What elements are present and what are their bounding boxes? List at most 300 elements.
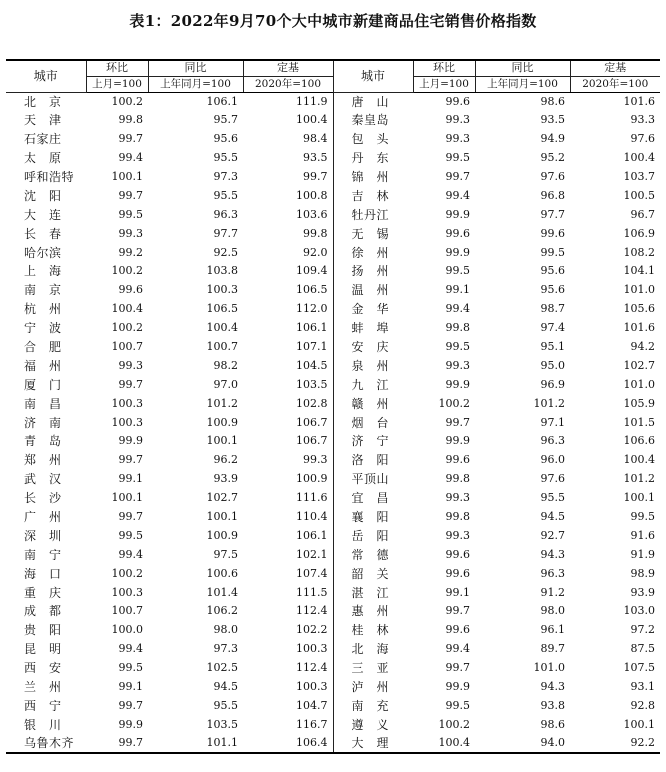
yoy-value: 97.3: [213, 642, 238, 656]
table-row: [6, 262, 660, 281]
yoy-value: 97.6: [540, 170, 565, 183]
table-body: [6, 92, 660, 753]
mom-value: 99.4: [118, 547, 143, 561]
mom-value: 99.7: [118, 132, 143, 146]
mom-value: 99.5: [118, 661, 143, 675]
mom-column-header: 环比: [86, 60, 148, 76]
yoy-value: 100.4: [206, 321, 238, 335]
city-name: 杭 州: [24, 302, 62, 317]
mom-value: 99.1: [118, 680, 143, 694]
table-row: [6, 508, 660, 527]
city-name: 北 海: [333, 640, 413, 659]
fixed-value: 93.3: [630, 113, 655, 127]
fixed-value: 93.5: [303, 151, 328, 165]
fixed-value: 92.8: [630, 698, 655, 712]
mom-value: 99.9: [445, 377, 470, 391]
yoy-value: 94.5: [213, 680, 238, 694]
yoy-value: 100.6: [206, 566, 238, 580]
yoy-value: 97.1: [540, 415, 565, 429]
city-name: 遵 义: [333, 715, 413, 734]
yoy-value: 102.7: [206, 491, 238, 505]
table-row: [6, 659, 660, 678]
mom-value: 99.6: [118, 283, 143, 297]
city-column-header: 城市: [6, 60, 86, 92]
fixed-value: 107.4: [296, 566, 328, 580]
city-name: 武 汉: [24, 472, 62, 487]
fixed-value: 103.7: [623, 170, 655, 183]
fixed-base-label: 2020年=100: [570, 76, 660, 92]
fixed-value: 92.0: [303, 245, 328, 259]
mom-column-header: 环比: [413, 60, 475, 76]
fixed-value: 100.5: [623, 188, 655, 202]
fixed-value: 99.8: [303, 226, 328, 240]
city-name: 上 海: [24, 264, 62, 279]
table-row: [6, 319, 660, 338]
yoy-value: 95.5: [213, 151, 238, 165]
mom-value: 99.3: [445, 132, 470, 146]
yoy-value: 102.5: [206, 661, 238, 675]
city-name: 大 理: [333, 734, 413, 753]
city-name: 长 沙: [24, 491, 62, 506]
fixed-value: 104.1: [623, 264, 655, 278]
city-name: 合 肥: [24, 340, 62, 355]
city-name: 大 连: [24, 207, 62, 222]
mom-value: 99.7: [445, 604, 470, 618]
fixed-value: 98.4: [303, 132, 328, 146]
yoy-value: 94.0: [475, 734, 570, 753]
yoy-value: 95.6: [540, 264, 565, 278]
city-name: 济 宁: [333, 432, 413, 451]
mom-value: 99.9: [118, 717, 143, 731]
yoy-value: 97.3: [213, 170, 238, 183]
fixed-value: 100.4: [623, 151, 655, 165]
mom-value: 99.6: [445, 94, 470, 108]
yoy-column-header: 同比: [475, 60, 570, 76]
mom-value: 100.3: [111, 585, 143, 599]
fixed-value: 97.2: [630, 623, 655, 637]
city-name: 太 原: [24, 151, 62, 166]
mom-base-label: 上月=100: [413, 76, 475, 92]
fixed-value: 102.8: [296, 396, 328, 410]
yoy-value: 101.0: [533, 661, 565, 675]
table-row: [6, 564, 660, 583]
mom-value: 99.5: [445, 264, 470, 278]
mom-value: 99.9: [118, 434, 143, 448]
yoy-value: 96.8: [540, 188, 565, 202]
fixed-value: 106.4: [243, 734, 333, 753]
table-row: [6, 300, 660, 319]
city-name: 吉 林: [333, 186, 413, 205]
city-name: 深 圳: [24, 528, 62, 543]
fixed-value: 112.4: [296, 604, 328, 618]
yoy-value: 98.0: [540, 604, 565, 618]
mom-value: 100.0: [111, 623, 143, 637]
city-name: 西 安: [24, 661, 62, 676]
city-name: 呼和浩特: [24, 170, 75, 184]
mom-base-label: 上月=100: [86, 76, 148, 92]
city-name: 广 州: [24, 510, 62, 525]
table-row: [6, 281, 660, 300]
yoy-value: 96.0: [540, 453, 565, 467]
city-name: 福 州: [24, 358, 62, 373]
fixed-value: 105.6: [623, 302, 655, 316]
table-row: [6, 678, 660, 697]
fixed-value: 109.4: [296, 264, 328, 278]
city-name: 海 口: [24, 566, 62, 581]
yoy-value: 95.5: [213, 698, 238, 712]
mom-value: 99.3: [445, 358, 470, 372]
fixed-value: 101.6: [623, 94, 655, 108]
mom-value: 100.4: [413, 734, 475, 753]
yoy-value: 103.8: [206, 264, 238, 278]
yoy-value: 96.1: [540, 623, 565, 637]
yoy-value: 103.5: [206, 717, 238, 731]
city-name: 丹 东: [333, 149, 413, 168]
city-name: 厦 门: [24, 377, 62, 392]
yoy-value: 106.5: [206, 302, 238, 316]
mom-value: 99.7: [445, 415, 470, 429]
city-name: 长 春: [24, 226, 62, 241]
table-row: [6, 130, 660, 149]
yoy-value: 95.5: [213, 188, 238, 202]
mom-value: 99.7: [118, 453, 143, 467]
yoy-value: 100.3: [206, 283, 238, 297]
yoy-value: 98.6: [540, 94, 565, 108]
fixed-value: 111.6: [296, 491, 328, 505]
mom-value: 99.7: [118, 510, 143, 524]
table-row: [6, 526, 660, 545]
mom-value: 99.5: [118, 207, 143, 221]
fixed-value: 104.5: [296, 358, 328, 372]
fixed-value: 100.3: [296, 642, 328, 656]
mom-value: 99.8: [445, 510, 470, 524]
fixed-value: 106.1: [296, 321, 328, 335]
fixed-value: 102.7: [623, 358, 655, 372]
mom-value: 100.7: [111, 340, 143, 354]
mom-value: 99.7: [445, 661, 470, 675]
table-row: [6, 489, 660, 508]
fixed-value: 94.2: [630, 340, 655, 354]
city-name: 温 州: [333, 281, 413, 300]
table-row: [6, 111, 660, 130]
city-name: 韶 关: [333, 564, 413, 583]
mom-value: 99.5: [445, 340, 470, 354]
yoy-value: 101.2: [206, 396, 238, 410]
city-name: 蚌 埠: [333, 319, 413, 338]
yoy-value: 94.3: [540, 680, 565, 694]
city-name: 北 京: [24, 94, 62, 109]
city-name: 石家庄: [24, 132, 62, 147]
fixed-value: 93.1: [630, 680, 655, 694]
yoy-value: 94.9: [540, 132, 565, 146]
yoy-value: 93.8: [540, 698, 565, 712]
fixed-value: 106.7: [296, 434, 328, 448]
table-row: [6, 243, 660, 262]
mom-value: 99.2: [118, 245, 143, 259]
city-name: 青 岛: [24, 434, 62, 449]
fixed-value: 99.3: [303, 453, 328, 467]
mom-value: 99.3: [118, 358, 143, 372]
city-name: 重 庆: [24, 585, 62, 600]
mom-value: 100.3: [111, 415, 143, 429]
mom-value: 100.1: [111, 170, 143, 183]
mom-value: 100.2: [438, 396, 470, 410]
yoy-value: 97.5: [213, 547, 238, 561]
city-name: 岳 阳: [333, 526, 413, 545]
yoy-value: 100.7: [206, 340, 238, 354]
city-name: 南 充: [333, 697, 413, 716]
mom-value: 99.8: [445, 321, 470, 335]
city-name: 徐 州: [333, 243, 413, 262]
table-row: [6, 640, 660, 659]
fixed-value: 100.4: [296, 113, 328, 127]
city-name: 惠 州: [333, 602, 413, 621]
fixed-value: 106.5: [296, 283, 328, 297]
fixed-value: 110.4: [296, 510, 328, 524]
table-row: [6, 697, 660, 716]
table-row: [6, 92, 660, 111]
mom-value: 100.7: [111, 604, 143, 618]
fixed-value: 101.0: [623, 377, 655, 391]
fixed-value: 91.9: [630, 547, 655, 561]
mom-value: 99.3: [445, 113, 470, 127]
yoy-value: 101.4: [206, 585, 238, 599]
table-row: [6, 734, 660, 753]
city-name: 烟 台: [333, 413, 413, 432]
mom-value: 100.4: [111, 302, 143, 316]
mom-value: 99.6: [445, 226, 470, 240]
fixed-value: 107.1: [296, 340, 328, 354]
fixed-value: 92.2: [570, 734, 660, 753]
fixed-value: 99.5: [630, 510, 655, 524]
table-row: [6, 715, 660, 734]
yoy-value: 92.7: [540, 528, 565, 542]
mom-value: 99.4: [118, 642, 143, 656]
yoy-value: 92.5: [213, 245, 238, 259]
yoy-value: 91.2: [540, 585, 565, 599]
mom-value: 99.1: [445, 585, 470, 599]
yoy-value: 94.5: [540, 510, 565, 524]
yoy-value: 96.2: [213, 453, 238, 467]
yoy-value: 98.6: [540, 717, 565, 731]
mom-value: 99.4: [445, 302, 470, 316]
yoy-value: 106.2: [206, 604, 238, 618]
fixed-value: 111.9: [296, 94, 328, 108]
mom-value: 99.6: [445, 453, 470, 467]
city-name: 金 华: [333, 300, 413, 319]
city-name: 宁 波: [24, 321, 62, 336]
table-row: [6, 149, 660, 168]
city-name: 南 宁: [24, 547, 62, 562]
yoy-value: 96.3: [540, 566, 565, 580]
table-row: [6, 168, 660, 187]
table-row: [6, 583, 660, 602]
city-name: 洛 阳: [333, 451, 413, 470]
yoy-value: 93.5: [540, 113, 565, 127]
fixed-base-label: 2020年=100: [243, 76, 333, 92]
city-name: 牡丹江: [333, 205, 413, 224]
table-row: [6, 451, 660, 470]
yoy-value: 95.2: [540, 151, 565, 165]
fixed-value: 98.9: [630, 566, 655, 580]
yoy-value: 98.2: [213, 358, 238, 372]
yoy-value: 96.9: [540, 377, 565, 391]
fixed-value: 100.4: [623, 453, 655, 467]
table-title: 表1：2022年9月70个大中城市新建商品住宅销售价格指数: [129, 12, 537, 30]
header-row: [6, 60, 660, 76]
city-name: 乌鲁木齐: [6, 734, 86, 753]
fixed-value: 108.2: [623, 245, 655, 259]
fixed-value: 100.8: [296, 188, 328, 202]
city-name: 三 亚: [333, 659, 413, 678]
yoy-column-header: 同比: [148, 60, 243, 76]
table-row: [6, 470, 660, 489]
yoy-value: 101.1: [148, 734, 243, 753]
yoy-value: 99.6: [540, 226, 565, 240]
yoy-value: 94.3: [540, 547, 565, 561]
mom-value: 99.9: [445, 680, 470, 694]
mom-value: 100.2: [111, 566, 143, 580]
yoy-value: 93.9: [213, 472, 238, 486]
fixed-value: 112.4: [296, 661, 328, 675]
city-name: 无 锡: [333, 224, 413, 243]
mom-value: 99.6: [445, 547, 470, 561]
yoy-value: 97.7: [213, 226, 238, 240]
city-name: 泉 州: [333, 356, 413, 375]
yoy-value: 99.5: [540, 245, 565, 259]
mom-value: 99.4: [118, 151, 143, 165]
yoy-value: 89.7: [540, 642, 565, 656]
city-name: 银 川: [24, 717, 62, 732]
city-name: 南 京: [24, 283, 62, 298]
mom-value: 99.5: [445, 151, 470, 165]
yoy-value: 97.0: [213, 377, 238, 391]
yoy-value: 95.6: [540, 283, 565, 297]
mom-value: 99.9: [445, 434, 470, 448]
mom-value: 99.7: [86, 734, 148, 753]
city-name: 天 津: [24, 113, 62, 128]
mom-value: 100.2: [111, 94, 143, 108]
table-row: [6, 394, 660, 413]
fixed-value: 100.1: [623, 491, 655, 505]
mom-value: 99.7: [118, 188, 143, 202]
fixed-value: 111.5: [296, 585, 328, 599]
yoy-value: 95.1: [540, 340, 565, 354]
city-name: 扬 州: [333, 262, 413, 281]
city-name: 昆 明: [24, 642, 62, 657]
yoy-value: 106.1: [206, 94, 238, 108]
city-name: 桂 林: [333, 621, 413, 640]
city-name: 成 都: [24, 604, 62, 619]
yoy-value: 95.6: [213, 132, 238, 146]
table-row: [6, 224, 660, 243]
city-name: 包 头: [333, 130, 413, 149]
city-name: 济 南: [24, 415, 62, 430]
city-name: 南 昌: [24, 396, 62, 411]
mom-value: 100.2: [111, 264, 143, 278]
mom-value: 99.4: [445, 642, 470, 656]
mom-value: 99.3: [118, 226, 143, 240]
mom-value: 99.5: [445, 698, 470, 712]
city-name: 兰 州: [24, 680, 62, 695]
mom-value: 99.3: [445, 491, 470, 505]
mom-value: 99.9: [445, 245, 470, 259]
mom-value: 99.8: [445, 472, 470, 486]
yoy-value: 100.1: [206, 434, 238, 448]
fixed-value: 100.3: [296, 680, 328, 694]
city-name: 贵 阳: [24, 623, 62, 638]
table-row: [6, 356, 660, 375]
fixed-value: 91.6: [630, 528, 655, 542]
yoy-value: 95.5: [540, 491, 565, 505]
fixed-value: 97.6: [630, 132, 655, 146]
yoy-value: 97.7: [540, 207, 565, 221]
table-row: [6, 205, 660, 224]
yoy-value: 100.9: [206, 415, 238, 429]
city-name: 常 德: [333, 545, 413, 564]
mom-value: 99.3: [445, 528, 470, 542]
mom-value: 100.2: [111, 321, 143, 335]
yoy-value: 97.6: [540, 472, 565, 486]
fixed-column-header: 定基: [243, 60, 333, 76]
mom-value: 99.6: [445, 566, 470, 580]
city-name: 沈 阳: [24, 188, 62, 203]
table-row: [6, 413, 660, 432]
fixed-value: 102.1: [296, 547, 328, 561]
fixed-value: 100.1: [623, 717, 655, 731]
fixed-value: 103.5: [296, 377, 328, 391]
mom-value: 100.2: [438, 717, 470, 731]
fixed-value: 106.6: [623, 434, 655, 448]
table-row: [6, 186, 660, 205]
city-name: 锦 州: [333, 168, 413, 187]
table-row: [6, 375, 660, 394]
table-row: [6, 545, 660, 564]
fixed-value: 99.7: [303, 170, 328, 183]
yoy-value: 95.0: [540, 358, 565, 372]
yoy-value: 95.7: [213, 113, 238, 127]
table-row: [6, 621, 660, 640]
yoy-value: 97.4: [540, 321, 565, 335]
fixed-value: 107.5: [623, 661, 655, 675]
yoy-value: 98.7: [540, 302, 565, 316]
city-name: 唐 山: [333, 92, 413, 111]
yoy-value: 100.1: [206, 510, 238, 524]
mom-value: 99.9: [445, 207, 470, 221]
yoy-base-label: 上年同月=100: [148, 76, 243, 92]
city-name: 泸 州: [333, 678, 413, 697]
fixed-value: 101.2: [623, 472, 655, 486]
city-name: 郑 州: [24, 453, 62, 468]
fixed-value: 103.6: [296, 207, 328, 221]
table-row: [6, 432, 660, 451]
yoy-base-label: 上年同月=100: [475, 76, 570, 92]
city-column-header: 城市: [333, 60, 413, 92]
yoy-value: 98.0: [213, 623, 238, 637]
mom-value: 100.3: [111, 396, 143, 410]
city-name: 平顶山: [333, 470, 413, 489]
yoy-value: 100.9: [206, 528, 238, 542]
fixed-value: 116.7: [296, 717, 328, 731]
fixed-value: 96.7: [630, 207, 655, 221]
table-row: [6, 338, 660, 357]
fixed-value: 112.0: [296, 302, 328, 316]
fixed-value: 102.2: [296, 623, 328, 637]
city-name: 襄 阳: [333, 508, 413, 527]
city-name: 赣 州: [333, 394, 413, 413]
city-name: 哈尔滨: [24, 245, 62, 260]
city-name: 安 庆: [333, 338, 413, 357]
